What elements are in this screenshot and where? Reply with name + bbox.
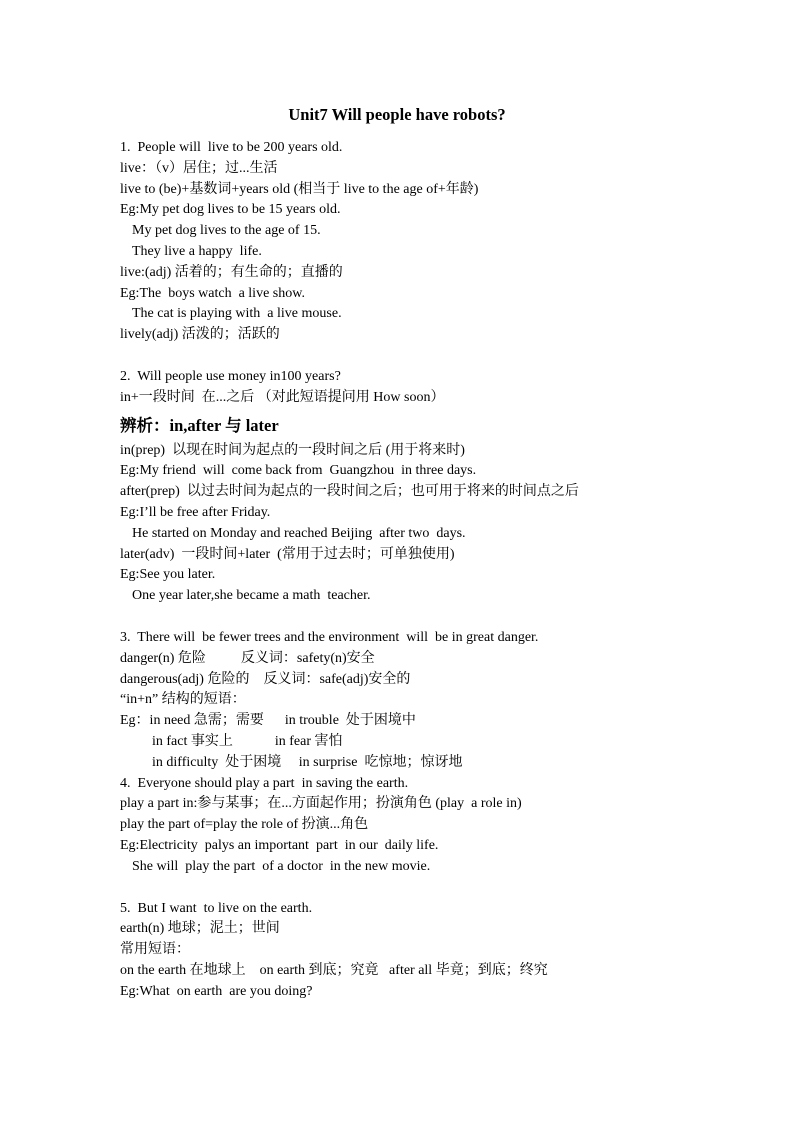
spacer: [120, 607, 780, 628]
text-line: later(adv) 一段时间+later (常用于过去时；可单独使用): [120, 546, 455, 562]
section-5: [120, 899, 780, 1003]
example-line: They live a happy life.: [132, 243, 262, 259]
example-line: Eg:The boys watch a live show.: [120, 285, 305, 301]
example-line: One year later,she became a math teacher.: [132, 588, 371, 604]
text-line: lively(adj) 活泼的；活跃的: [120, 327, 280, 343]
document-body: [120, 138, 780, 1002]
analysis-heading: 辨析：in,after 与 later: [120, 415, 279, 435]
example-line: She will play the part of a doctor in the new movie.: [132, 858, 431, 874]
text-line: in+一段时间 在...之后 （对此短语提问用 How soon）: [120, 389, 445, 405]
text-line: earth(n) 地球；泥土；世间: [120, 921, 280, 937]
text-line: play the part of=play the role of 扮演...角色: [120, 817, 369, 833]
section-4: [120, 774, 780, 878]
example-line: in difficulty 处于困境 in surprise 吃惊地；惊讶地: [152, 754, 463, 770]
example-line: My pet dog lives to the age of 15.: [132, 223, 321, 239]
example-line: Eg:See you later.: [120, 567, 216, 583]
example-line: Eg:My pet dog lives to be 15 years old.: [120, 202, 341, 218]
spacer: [120, 878, 780, 899]
text-line: live：（v）居住；过...生活: [120, 160, 278, 176]
example-line: Eg:I’ll be free after Friday.: [120, 504, 271, 520]
section-3: [120, 628, 780, 774]
example-line: Eg:What on earth are you doing?: [120, 983, 313, 999]
text-line: play a part in:参与某事；在...方面起作用；扮演角色 (play a role in): [120, 796, 522, 812]
example-line: in fact 事实上 in fear 害怕: [152, 733, 343, 749]
example-line: He started on Monday and reached Beijing after two days.: [132, 525, 466, 541]
text-line: after(prep) 以过去时间为起点的一段时间之后；也可用于将来的时间点之后: [120, 484, 579, 500]
section-5-heading: 5. But I want to live on the earth.: [120, 900, 313, 916]
section-1: [120, 138, 780, 346]
text-line: live to (be)+基数词+years old (相当于 live to the age of+年龄): [120, 181, 479, 197]
text-line: in(prep) 以现在时间为起点的一段时间之后 (用于将来时): [120, 442, 465, 458]
section-4-heading: 4. Everyone should play a part in saving the earth.: [120, 775, 409, 791]
example-line: Eg:My friend will come back from Guangzhou in three days.: [120, 463, 477, 479]
example-line: The cat is playing with a live mouse.: [132, 306, 342, 322]
spacer: [120, 346, 780, 367]
text-line: danger(n) 危险 反义词：safety(n)安全: [120, 650, 375, 666]
text-line: dangerous(adj) 危险的 反义词：safe(adj)安全的: [120, 671, 411, 687]
text-line: live:(adj) 活着的；有生命的；直播的: [120, 264, 343, 280]
example-line: Eg:Electricity palys an important part in our daily life.: [120, 837, 439, 853]
page-title: Unit7 Will people have robots?: [288, 105, 506, 124]
section-2-heading: 2. Will people use money in100 years?: [120, 368, 341, 384]
text-line: on the earth 在地球上 on earth 到底；究竟 after all 毕竟；到底；终究: [120, 962, 548, 978]
text-line: 常用短语：: [120, 942, 190, 958]
example-line: Eg：in need 急需；需要 in trouble 处于困境中: [120, 713, 416, 729]
text-line: “in+n” 结构的短语：: [120, 692, 246, 708]
section-2: [120, 367, 780, 607]
section-1-heading: 1. People will live to be 200 years old.: [120, 140, 343, 155]
section-3-heading: 3. There will be fewer trees and the environment will be in great danger.: [120, 629, 539, 645]
